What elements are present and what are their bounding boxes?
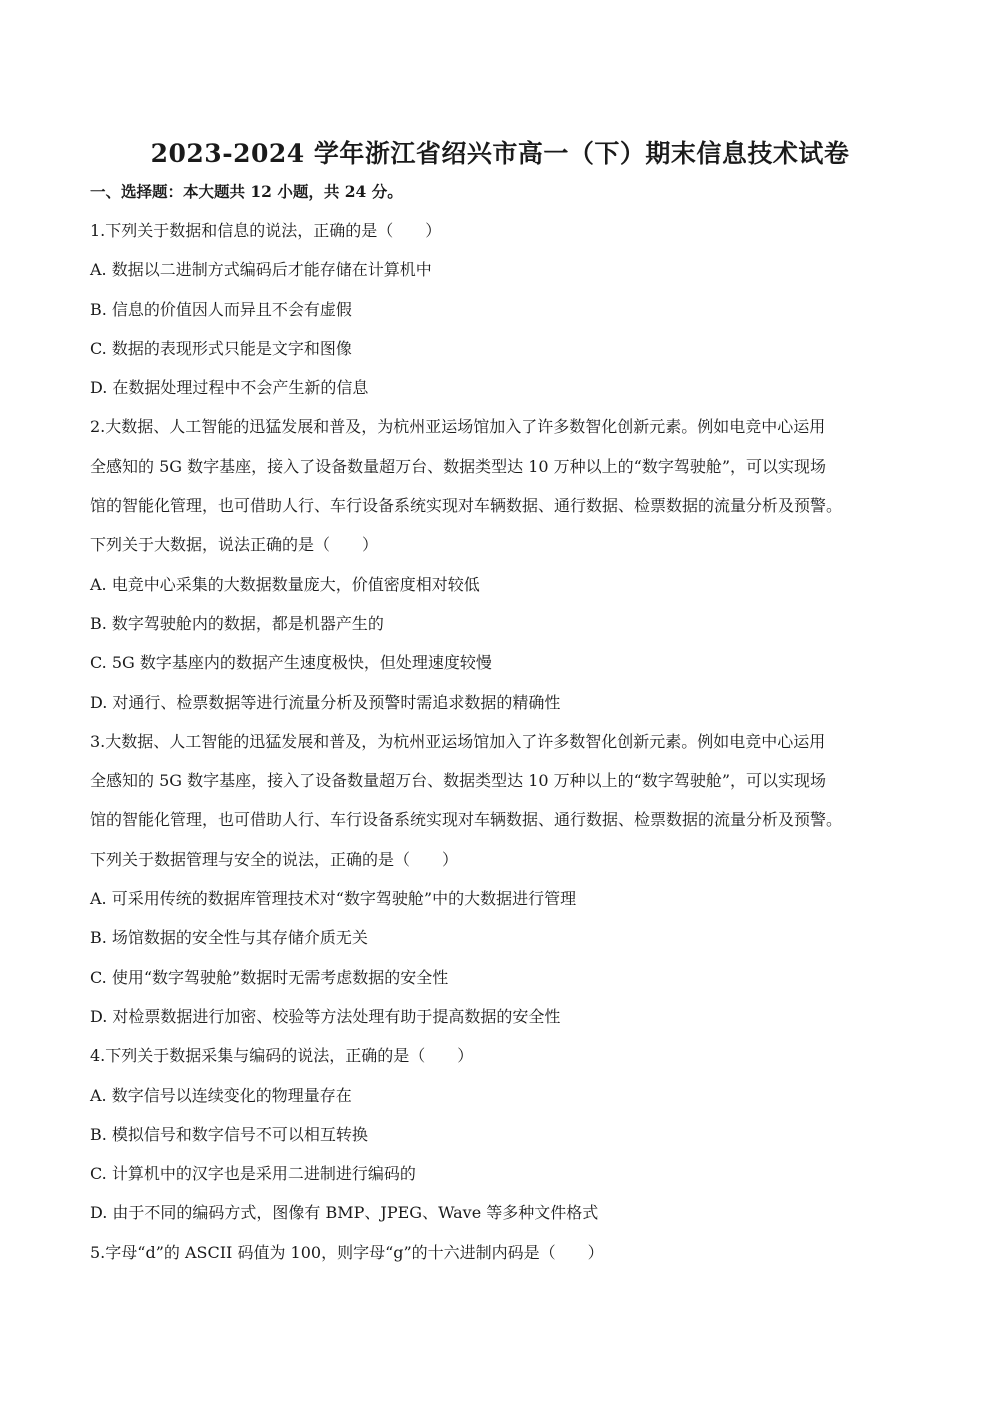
question-1-stem: 1.下列关于数据和信息的说法，正确的是（ ）	[90, 221, 442, 240]
question-3-option-b: B. 场馆数据的安全性与其存储介质无关	[90, 928, 368, 948]
question-3-stem-line: 全感知的 5G 数字基座，接入了设备数量超万台、数据类型达 10 万种以上的“数字驾驶舱”，可以实现场	[90, 771, 827, 791]
question-2-option-d: D. 对通行、检票数据等进行流量分析及预警时需追求数据的精确性	[90, 692, 561, 712]
question-3-stem-line: 下列关于数据管理与安全的说法，正确的是（ ）	[90, 849, 459, 869]
question-4-option-a: A. 数字信号以连续变化的物理量存在	[90, 1085, 352, 1105]
question-4-stem: 4.下列关于数据采集与编码的说法，正确的是（ ）	[90, 1046, 474, 1066]
page-title: 2023-2024 学年浙江省绍兴市高一（下）期末信息技术试卷	[150, 139, 850, 168]
question-5-stem: 5.字母“d”的 ASCII 码值为 100，则字母“g”的十六进制内码是（ ）	[90, 1242, 604, 1262]
question-2-stem-line: 馆的智能化管理，也可借助人行、车行设备系统实现对车辆数据、通行数据、检票数据的流量分析及预警。	[90, 496, 843, 516]
question-2-option-b: B. 数字驾驶舱内的数据，都是机器产生的	[90, 613, 384, 633]
question-body	[90, 219, 920, 1280]
section-heading: 一、选择题：本大题共 12 小题，共 24 分。	[90, 182, 403, 201]
question-3-option-a: A. 可采用传统的数据库管理技术对“数字驾驶舱”中的大数据进行管理	[90, 889, 577, 909]
question-4-option-d: D. 由于不同的编码方式，图像有 BMP、JPEG、Wave 等多种文件格式	[90, 1203, 599, 1223]
question-3-option-c: C. 使用“数字驾驶舱”数据时无需考虑数据的安全性	[90, 967, 449, 987]
question-2-stem-line: 2.大数据、人工智能的迅猛发展和普及，为杭州亚运场馆加入了许多数智化创新元素。例如电竞中心运用	[90, 417, 826, 437]
question-2-option-a: A. 电竞中心采集的大数据数量庞大，价值密度相对较低	[90, 574, 480, 594]
question-1-option-a: A. 数据以二进制方式编码后才能存储在计算机中	[90, 260, 432, 280]
question-1-option-d: D. 在数据处理过程中不会产生新的信息	[90, 378, 369, 398]
question-2-stem-line: 下列关于大数据，说法正确的是（ ）	[90, 535, 379, 555]
question-3-option-d: D. 对检票数据进行加密、校验等方法处理有助于提高数据的安全性	[90, 1006, 561, 1026]
question-4-option-c: C. 计算机中的汉字也是采用二进制进行编码的	[90, 1164, 416, 1184]
question-2-option-c: C. 5G 数字基座内的数据产生速度极快，但处理速度较慢	[90, 653, 492, 673]
question-3-stem-line: 馆的智能化管理，也可借助人行、车行设备系统实现对车辆数据、通行数据、检票数据的流量分析及预警。	[90, 810, 843, 830]
question-3-stem-line: 3.大数据、人工智能的迅猛发展和普及，为杭州亚运场馆加入了许多数智化创新元素。例如电竞中心运用	[90, 731, 826, 751]
question-4-option-b: B. 模拟信号和数字信号不可以相互转换	[90, 1124, 368, 1144]
question-1-option-c: C. 数据的表现形式只能是文字和图像	[90, 338, 352, 358]
question-2-stem-line: 全感知的 5G 数字基座，接入了设备数量超万台、数据类型达 10 万种以上的“数字驾驶舱”，可以实现场	[90, 456, 827, 476]
question-1-option-b: B. 信息的价值因人而异且不会有虚假	[90, 299, 352, 319]
